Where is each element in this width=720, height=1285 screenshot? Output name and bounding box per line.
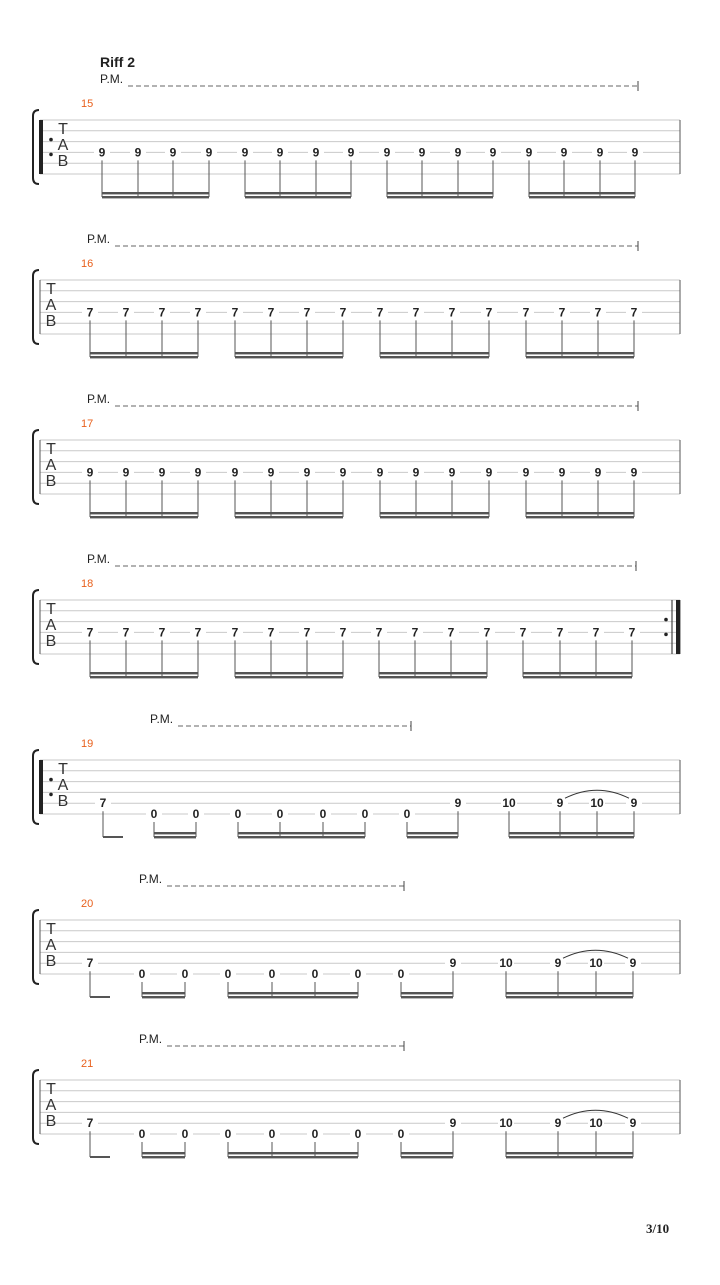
beam-secondary (90, 352, 198, 354)
fret-number: 7 (158, 625, 166, 640)
palm-mute-label: P.M. (139, 872, 163, 886)
fret-number: 9 (449, 1116, 457, 1131)
fret-number: 0 (276, 807, 284, 821)
fret-number: 7 (376, 305, 384, 320)
system-bracket (33, 110, 39, 184)
fret-number: 7 (231, 305, 239, 320)
beam-primary (509, 836, 634, 838)
fret-number: 0 (311, 1127, 319, 1141)
fret-number: 9 (169, 145, 177, 160)
fret-number: 0 (138, 967, 146, 981)
fret-number: 7 (122, 625, 130, 640)
palm-mute-label: P.M. (87, 392, 111, 406)
fret-number: 7 (86, 1116, 94, 1131)
fret-number: 0 (354, 1127, 362, 1141)
beam-secondary (380, 352, 489, 354)
beam-primary (228, 996, 358, 998)
beam-secondary (142, 992, 185, 994)
beam-primary (142, 1156, 185, 1158)
riff-title: Riff 2 (100, 54, 135, 70)
fret-number: 0 (192, 807, 200, 821)
fret-number: 9 (231, 465, 239, 480)
tab-clef-letter: T (46, 1081, 56, 1098)
palm-mute-label: P.M. (150, 712, 174, 726)
beam-secondary (526, 352, 634, 354)
tab-clef-letter: A (45, 297, 57, 314)
fret-number: 7 (447, 625, 455, 640)
palm-mute-label: P.M. (87, 552, 111, 566)
beam-primary (102, 196, 209, 198)
fret-number: 0 (268, 967, 276, 981)
fret-number: 0 (311, 967, 319, 981)
beam-primary (506, 1156, 633, 1158)
fret-number: 9 (556, 796, 564, 811)
beam-primary (154, 836, 196, 838)
tab-clef-letter: B (45, 633, 57, 650)
fret-number: 7 (339, 625, 347, 640)
fret-number: 10 (589, 956, 603, 971)
fret-number: 9 (454, 796, 462, 811)
fret-number: 7 (231, 625, 239, 640)
fret-number: 7 (267, 625, 275, 640)
fret-number: 9 (485, 465, 493, 480)
fret-number: 0 (403, 807, 411, 821)
beam-secondary (235, 672, 343, 674)
system-bracket (33, 430, 39, 504)
beam-secondary (526, 512, 634, 514)
repeat-start-bar (39, 120, 43, 174)
tab-clef-letter: T (58, 761, 68, 778)
system-bracket (33, 270, 39, 344)
beam-primary (523, 676, 632, 678)
fret-number: 9 (629, 1116, 637, 1131)
tab-clef-letter: A (45, 1097, 57, 1114)
fret-number: 0 (268, 1127, 276, 1141)
fret-number: 9 (412, 465, 420, 480)
beam-secondary (235, 352, 343, 354)
tab-clef-letter: A (57, 137, 69, 154)
palm-mute-label: P.M. (100, 72, 124, 86)
tab-clef-letter: B (45, 1113, 57, 1130)
beam-secondary (401, 1152, 453, 1154)
fret-number: 10 (589, 1116, 603, 1131)
beam-primary (387, 196, 493, 198)
beam-primary (401, 1156, 453, 1158)
fret-number: 10 (499, 956, 513, 971)
fret-number: 7 (630, 305, 638, 320)
fret-number: 9 (554, 956, 562, 971)
tab-clef-letter: A (45, 617, 57, 634)
measure-number: 16 (81, 258, 94, 270)
page-number: 3/10 (646, 1221, 670, 1236)
fret-number: 7 (86, 956, 94, 971)
tab-clef-letter: T (46, 281, 56, 298)
beam-secondary (529, 192, 635, 194)
beam-primary (407, 836, 458, 838)
tab-clef-letter: B (45, 953, 57, 970)
fret-number: 9 (558, 465, 566, 480)
fret-number: 9 (560, 145, 568, 160)
beam-primary (506, 996, 633, 998)
fret-number: 0 (234, 807, 242, 821)
fret-number: 9 (86, 465, 94, 480)
fret-number: 9 (205, 145, 213, 160)
fret-number: 9 (418, 145, 426, 160)
fret-number: 9 (312, 145, 320, 160)
fret-number: 9 (631, 145, 639, 160)
fret-number: 0 (138, 1127, 146, 1141)
beam-secondary (238, 832, 365, 834)
fret-number: 9 (596, 145, 604, 160)
palm-mute-label: P.M. (139, 1032, 163, 1046)
fret-number: 7 (556, 625, 564, 640)
beam-primary (526, 516, 634, 518)
beam-secondary (401, 992, 453, 994)
fret-number: 7 (375, 625, 383, 640)
fret-number: 7 (303, 625, 311, 640)
fret-number: 9 (449, 956, 457, 971)
fret-number: 9 (339, 465, 347, 480)
beam-primary (380, 516, 489, 518)
fret-number: 0 (361, 807, 369, 821)
fret-number: 9 (454, 145, 462, 160)
repeat-dot (49, 778, 53, 782)
tab-clef-letter: B (57, 793, 69, 810)
beam-primary (238, 836, 365, 838)
fret-number: 0 (150, 807, 158, 821)
fret-number: 0 (397, 967, 405, 981)
repeat-dot (49, 793, 53, 797)
tab-clef-letter: T (46, 601, 56, 618)
beam-secondary (380, 512, 489, 514)
fret-number: 7 (412, 305, 420, 320)
measure-number: 21 (81, 1058, 94, 1070)
fret-number: 7 (194, 625, 202, 640)
measure-number: 18 (81, 578, 94, 590)
beam-secondary (245, 192, 351, 194)
fret-number: 9 (303, 465, 311, 480)
tab-clef-letter: B (45, 313, 57, 330)
beam-secondary (506, 992, 633, 994)
fret-number: 7 (267, 305, 275, 320)
beam-secondary (235, 512, 343, 514)
fret-number: 9 (525, 145, 533, 160)
beam-secondary (379, 672, 487, 674)
tab-clef-letter: A (45, 937, 57, 954)
beam-primary (235, 676, 343, 678)
beam-primary (401, 996, 453, 998)
repeat-end-bar (676, 600, 680, 654)
measure-number: 19 (81, 738, 94, 750)
fret-number: 9 (134, 145, 142, 160)
fret-number: 7 (628, 625, 636, 640)
fret-number: 7 (122, 305, 130, 320)
beam-secondary (102, 192, 209, 194)
fret-number: 9 (194, 465, 202, 480)
repeat-start-bar (39, 760, 43, 814)
fret-number: 0 (224, 1127, 232, 1141)
beam-secondary (90, 512, 198, 514)
fret-number: 0 (354, 967, 362, 981)
tab-clef-letter: B (57, 153, 69, 170)
palm-mute-label: P.M. (87, 232, 111, 246)
fret-number: 0 (181, 967, 189, 981)
fret-number: 10 (499, 1116, 513, 1131)
beam-primary (245, 196, 351, 198)
beam-secondary (506, 1152, 633, 1154)
system-bracket (33, 590, 39, 664)
tab-clef-letter: A (57, 777, 69, 794)
beam-secondary (387, 192, 493, 194)
beam-primary (142, 996, 185, 998)
repeat-dot (664, 618, 668, 622)
fret-number: 7 (522, 305, 530, 320)
fret-number: 7 (339, 305, 347, 320)
system-bracket (33, 1070, 39, 1144)
fret-number: 9 (630, 796, 638, 811)
beam-primary (235, 516, 343, 518)
fret-number: 7 (194, 305, 202, 320)
tab-clef-letter: T (46, 441, 56, 458)
measure-number: 15 (81, 98, 94, 110)
tab-clef-letter: B (45, 473, 57, 490)
fret-number: 9 (122, 465, 130, 480)
tab-clef-letter: T (46, 921, 56, 938)
fret-number: 7 (411, 625, 419, 640)
fret-number: 9 (489, 145, 497, 160)
beam-primary (529, 196, 635, 198)
fret-number: 9 (276, 145, 284, 160)
beam-secondary (142, 1152, 185, 1154)
beam-primary (90, 356, 198, 358)
fret-number: 7 (558, 305, 566, 320)
fret-number: 7 (86, 305, 94, 320)
fret-number: 7 (303, 305, 311, 320)
tab-clef-letter: A (45, 457, 57, 474)
beam-primary (526, 356, 634, 358)
fret-number: 9 (98, 145, 106, 160)
fret-number: 0 (319, 807, 327, 821)
fret-number: 9 (629, 956, 637, 971)
beam-primary (380, 356, 489, 358)
beam-primary (379, 676, 487, 678)
fret-number: 7 (158, 305, 166, 320)
measure-number: 17 (81, 418, 94, 430)
beam-secondary (407, 832, 458, 834)
beam-primary (228, 1156, 358, 1158)
fret-number: 7 (483, 625, 491, 640)
fret-number: 9 (630, 465, 638, 480)
fret-number: 0 (224, 967, 232, 981)
repeat-dot (664, 633, 668, 637)
fret-number: 0 (181, 1127, 189, 1141)
tab-clef-letter: T (58, 121, 68, 138)
fret-number: 7 (99, 796, 107, 811)
fret-number: 9 (594, 465, 602, 480)
fret-number: 9 (347, 145, 355, 160)
beam-secondary (509, 832, 634, 834)
beam-secondary (523, 672, 632, 674)
fret-number: 9 (522, 465, 530, 480)
fret-number: 7 (485, 305, 493, 320)
system-bracket (33, 910, 39, 984)
beam-secondary (228, 1152, 358, 1154)
fret-number: 9 (241, 145, 249, 160)
fret-number: 10 (590, 796, 604, 811)
system-bracket (33, 750, 39, 824)
beam-secondary (90, 672, 198, 674)
fret-number: 10 (502, 796, 516, 811)
beam-secondary (154, 832, 196, 834)
beam-primary (235, 356, 343, 358)
fret-number: 9 (448, 465, 456, 480)
fret-number: 7 (592, 625, 600, 640)
fret-number: 0 (397, 1127, 405, 1141)
repeat-dot (49, 153, 53, 157)
fret-number: 7 (519, 625, 527, 640)
fret-number: 7 (448, 305, 456, 320)
beam-primary (90, 516, 198, 518)
beam-secondary (228, 992, 358, 994)
fret-number: 9 (383, 145, 391, 160)
measure-number: 20 (81, 898, 94, 910)
fret-number: 7 (594, 305, 602, 320)
beam-primary (90, 676, 198, 678)
fret-number: 9 (267, 465, 275, 480)
repeat-dot (49, 138, 53, 142)
fret-number: 7 (86, 625, 94, 640)
fret-number: 9 (158, 465, 166, 480)
fret-number: 9 (554, 1116, 562, 1131)
fret-number: 9 (376, 465, 384, 480)
